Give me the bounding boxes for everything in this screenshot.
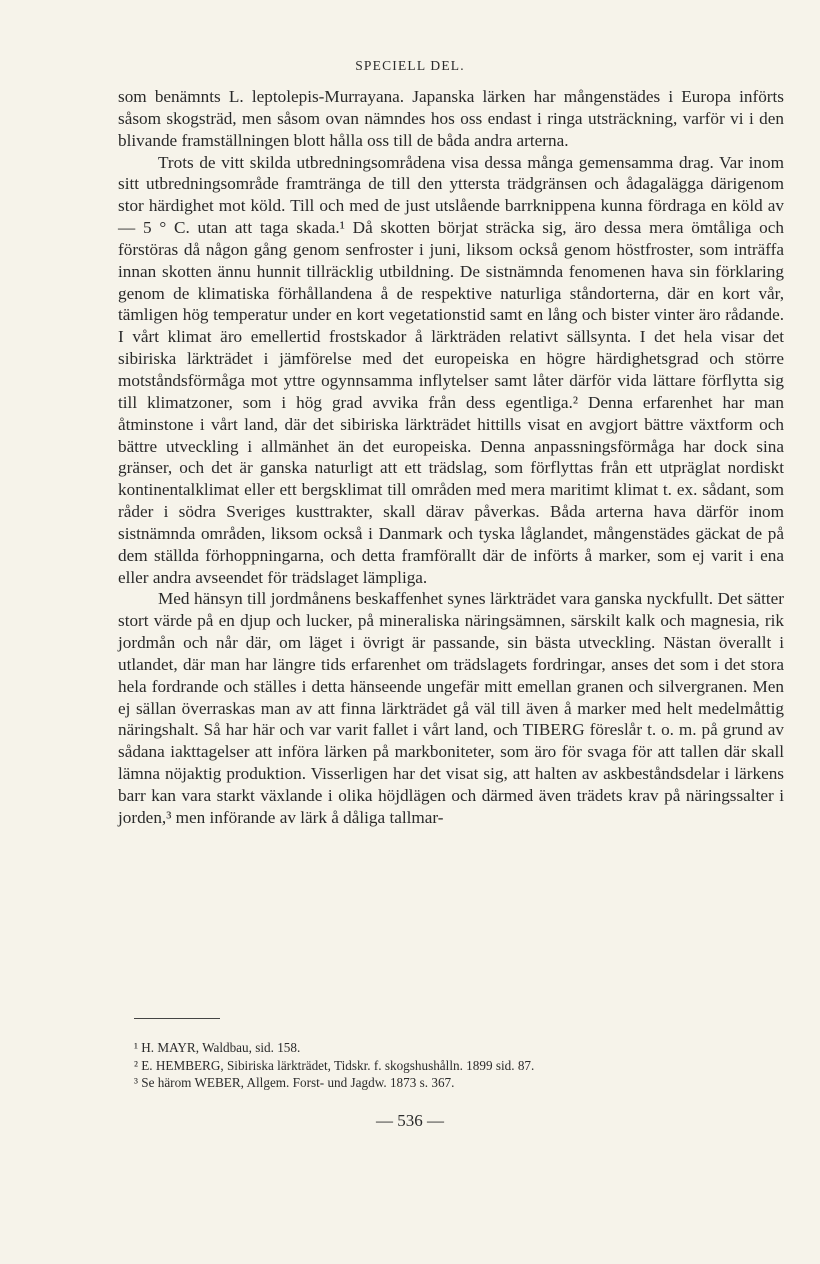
footnote-divider [134, 1018, 220, 1019]
body-text [118, 86, 784, 829]
footnote-3: ³ Se härom WEBER, Allgem. Forst- und Jagdw. 1873 s. 367. [134, 1075, 455, 1090]
paragraph-1: som benämnts L. leptolepis-Murrayana. Japanska lärken har mångenstädes i Europa införts såsom skogsträd, men såsom ovan nämndes hos oss endast i ringa utsträckning, varför vi i den blivande framställningen blott hålla oss till de båda andra arterna. [118, 87, 784, 150]
paragraph-2: Trots de vitt skilda utbredningsområdena visa dessa många gemensamma drag. Var inom sitt utbredningsområde framtränga de till den yttersta trädgränsen och ådagalägga därigenom stor härdighet mot köld. Till och med de just utslående barrknippena kunna fördraga en köld av — 5 ° C. utan att taga skada.¹ Då skotten börjat sträcka sig, äro dessa mera ömtåliga och förstöras då någon gång genom senfroster i juni, liksom också genom höstfroster, som inträffa innan skotten ännu hunnit tillräcklig utbildning. De sistnämnda fenomenen hava sin förklaring genom de klimatiska förhållandena å de respektive naturliga ståndorterna, där en kort vår, tämligen hög temperatur under en kort vegetationstid samt en lång och bister vinter äro rådande. I vårt klimat äro emellertid frostskador å lärkträden relativt sällsynta. I det hela visar det sibiriska lärkträdet i jämförelse med det europeiska en högre härdighetsgrad och större motståndsförmåga mot yttre ogynnsamma inflytelser samt låter därför vida lättare förflytta sig till klimatzoner, som i hög grad avvika från dess egentliga.² Denna erfarenhet har man åtminstone i vårt land, där det sibiriska lärkträdet hittills visat en avgjort bättre växtform och bättre utveckling i allmänhet än det europeiska. Denna anpassningsförmåga har dock sina gränser, och det är ganska naturligt att ett trädslag, som förflyttas från ett utpräglat nordiskt kontinentalklimat eller ett bergsklimat till områden med mera maritimt klimat t. ex. sådant, som råder i södra Sveriges kusttrakter, skall därav påverkas. Båda arterna hava därför inom sistnämnda områden, liksom också i Danmark och tyska låglandet, mångenstädes gäckat de på dem ställda förhoppningarna, och detta framförallt där de införts å marker, som ej varit i ena eller andra avseendet för trädslaget lämpliga. [118, 152, 784, 587]
page-number: — 536 — [376, 1111, 444, 1130]
running-header: SPECIELL DEL. [355, 58, 465, 73]
footnotes [134, 1039, 694, 1092]
footnote-1: ¹ H. MAYR, Waldbau, sid. 158. [134, 1040, 301, 1055]
paragraph-3: Med hänsyn till jordmånens beskaffenhet synes lärkträdet vara ganska nyckfullt. Det sätter stort värde på en djup och lucker, på mineraliska näringsämnen, särskilt kalk och magnesia, rik jordmån och når där, om läget i övrigt är passande, sin bästa utveckling. Nästan överallt i utlandet, där man har längre tids erfarenhet om trädslagets fordringar, anses det som i det stora hela fordrande och ställes i detta hänseende ungefär mitt emellan granen och silvergranen. Men ej sällan överraskas man av att finna lärkträdet gå väl till även å marker med helt medelmåttig näringshalt. Så har här och var varit fallet i vårt land, och TIBERG föreslår t. o. m. på grund av sådana iakttagelser att införa lärken på markboniteter, som äro för svaga för att tallen där skall lämna nöjaktig produktion. Visserligen har det visat sig, att halten av askbeståndsdelar i lärkens barr kan vara starkt växlande i olika höjdlägen och därmed även trädets krav på näringssalter i jorden,³ men införande av lärk å dåliga tallmar- [118, 589, 784, 827]
footnote-2: ² E. HEMBERG, Sibiriska lärkträdet, Tidskr. f. skogshushålln. 1899 sid. 87. [134, 1057, 535, 1073]
